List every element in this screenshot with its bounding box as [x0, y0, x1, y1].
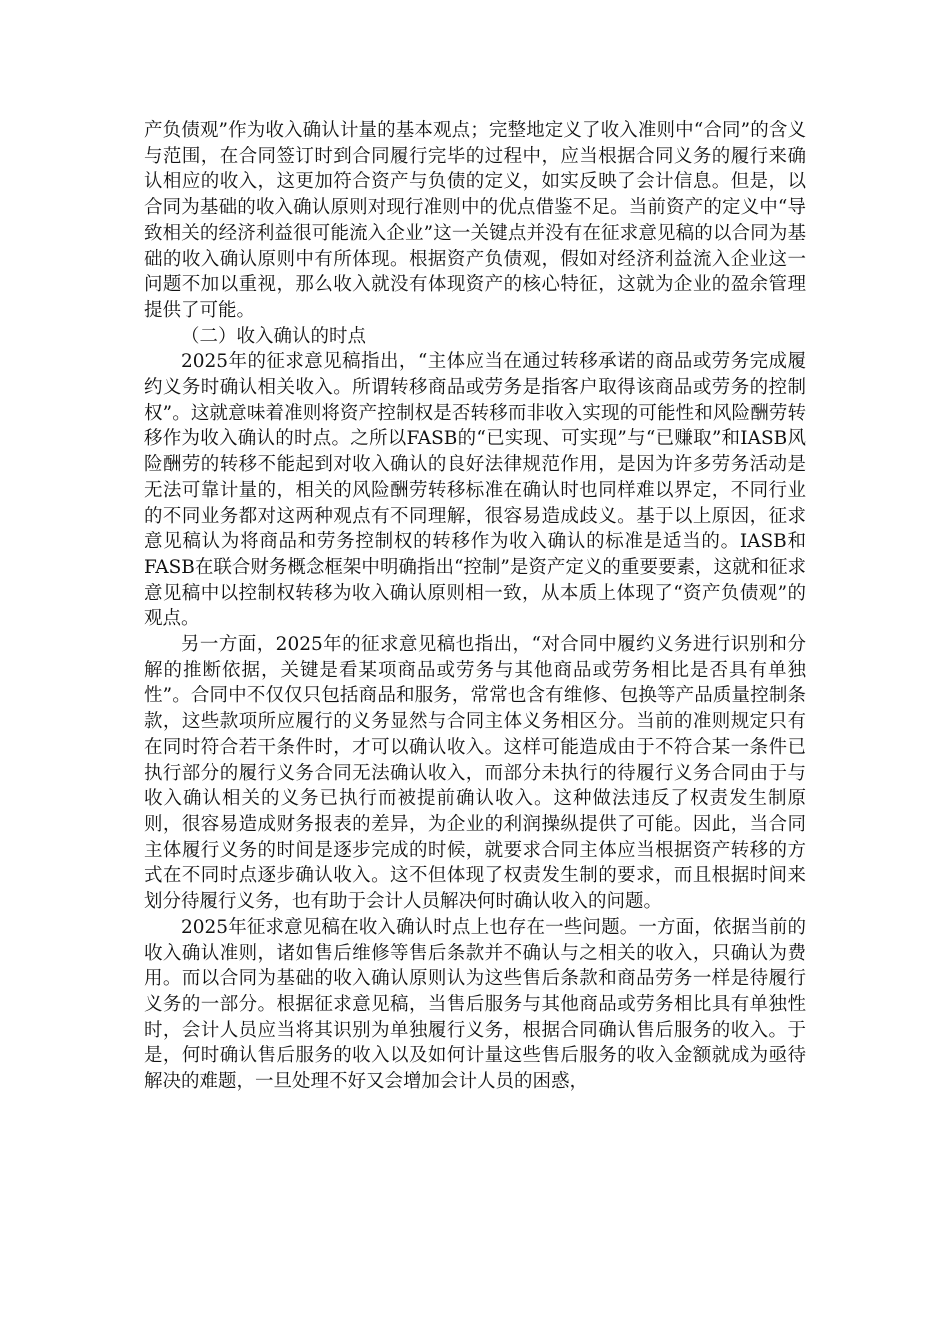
paragraph-4: 2025年征求意见稿在收入确认时点上也存在一些问题。一方面，依据当前的收入确认准则，诸如售后维修等售后条款并不确认与之相关的收入，只确认为费用。而以合同为基础的收入确认原则认为这些售后条款和商品劳务一样是待履行义务的一部分。根据征求意见稿，当售后服务与其他商品或劳务相比具有单独性时，会计人员应当将其识别为单独履行义务，根据合同确认售后服务的收入。于是，何时确认售后服务的收入以及如何计量这些售后服务的收入金额就成为亟待解决的难题，一旦处理不好又会增加会计人员的困惑， — [144, 916, 806, 1093]
paragraph-1: 产负债观”作为收入确认计量的基本观点；完整地定义了收入准则中“合同”的含义与范围，在合同签订时到合同履行完毕的过程中，应当根据合同义务的履行来确认相应的收入，这更加符合资产与负债的定义，如实反映了会计信息。但是，以合同为基础的收入确认原则对现行准则中的优点借鉴不足。当前资产的定义中“导致相关的经济利益很可能流入企业”这一关键点并没有在征求意见稿的以合同为基础的收入确认原则中有所体现。根据资产负债观，假如对经济利益流入企业这一问题不加以重视，那么收入就没有体现资产的核心特征，这就为企业的盈余管理提供了可能。 — [144, 120, 806, 321]
paragraph-3: 另一方面，2025年的征求意见稿也指出，“对合同中履约义务进行识别和分解的推断依据，关键是看某项商品或劳务与其他商品或劳务相比是否具有单独性”。合同中不仅仅只包括商品和服务，常常也含有维修、包换等产品质量控制条款，这些款项所应履行的义务显然与合同主体义务相区分。当前的准则规定只有在同时符合若干条件时，才可以确认收入。这样可能造成由于不符合某一条件已执行部分的履行义务合同无法确认收入，而部分未执行的待履行义务合同由于与收入确认相关的义务已执行而被提前确认收入。这种做法违反了权责发生制原则，很容易造成财务报表的差异，为企业的利润操纵提供了可能。因此，当合同主体履行义务的时间是逐步完成的时候，就要求合同主体应当根据资产转移的方式在不同时点逐步确认收入。这不但体现了权责发生制的要求，而且根据时间来划分待履行义务，也有助于会计人员解决何时确认收入的问题。 — [144, 634, 806, 913]
document-body — [144, 118, 806, 1095]
paragraph-2: 2025年的征求意见稿指出，“主体应当在通过转移承诺的商品或劳务完成履约义务时确认相关收入。所谓转移商品或劳务是指客户取得该商品或劳务的控制权”。这就意味着准则将资产控制权是否转移而非收入实现的可能性和风险酬劳转移作为收入确认的时点。之所以FASB的“已实现、可实现”与“已赚取”和IASB风险酬劳的转移不能起到对收入确认的良好法律规范作用，是因为许多劳务活动是无法可靠计量的，相关的风险酬劳转移标准在确认时也同样难以界定，不同行业的不同业务都对这两种观点有不同理解，很容易造成歧义。基于以上原因，征求意见稿认为将商品和劳务控制权的转移作为收入确认的标准是适当的。IASB和FASB在联合财务概念框架中明确指出“控制”是资产定义的重要要素，这就和征求意见稿中以控制权转移为收入确认原则相一致，从本质上体现了“资产负债观”的观点。 — [144, 351, 806, 630]
section-heading: （二）收入确认的时点 — [181, 325, 367, 347]
